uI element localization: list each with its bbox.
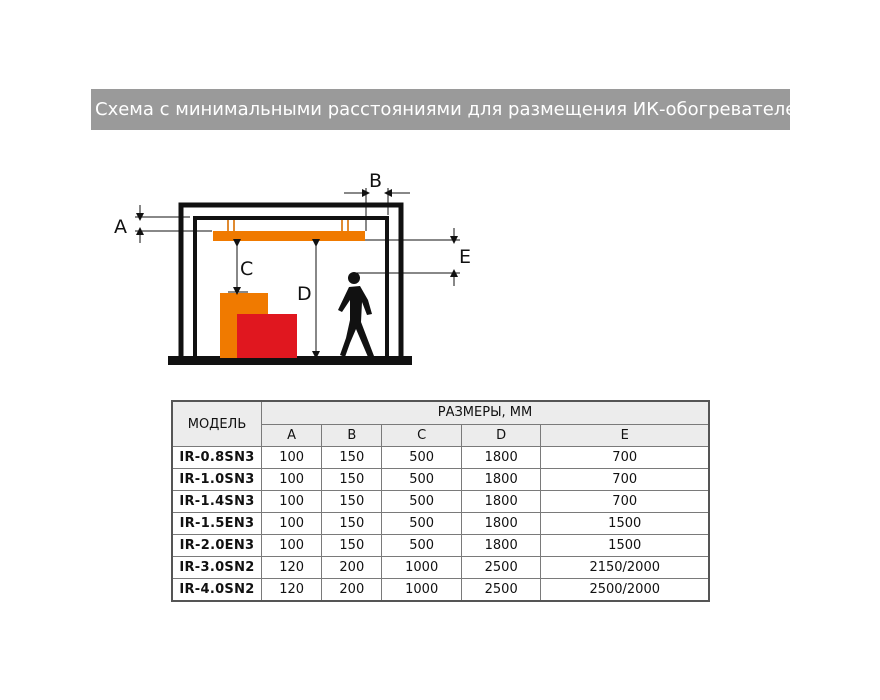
value-cell: 120 (262, 557, 322, 579)
value-cell: 100 (262, 513, 322, 535)
value-cell: 100 (262, 491, 322, 513)
model-cell: IR-2.0EN3 (172, 535, 262, 557)
col-a-header: A (262, 424, 322, 447)
value-cell: 500 (382, 535, 462, 557)
value-cell: 2500/2000 (541, 579, 709, 602)
value-cell: 700 (541, 469, 709, 491)
value-cell: 100 (262, 469, 322, 491)
col-d-header: D (461, 424, 541, 447)
value-cell: 1500 (541, 513, 709, 535)
value-cell: 2500 (461, 557, 541, 579)
label-c: C (240, 258, 254, 280)
model-cell: IR-3.0SN2 (172, 557, 262, 579)
value-cell: 200 (322, 557, 382, 579)
value-cell: 1800 (461, 491, 541, 513)
value-cell: 500 (382, 491, 462, 513)
value-cell: 700 (541, 491, 709, 513)
model-cell: IR-4.0SN2 (172, 579, 262, 602)
model-cell: IR-0.8SN3 (172, 447, 262, 469)
value-cell: 500 (382, 469, 462, 491)
table-row (172, 513, 709, 535)
value-cell: 100 (262, 535, 322, 557)
value-cell: 120 (262, 579, 322, 602)
col-b-header: B (322, 424, 382, 447)
value-cell: 1800 (461, 513, 541, 535)
dimension-a (135, 205, 212, 243)
box-red (237, 314, 297, 358)
model-cell: IR-1.4SN3 (172, 491, 262, 513)
heater-mounts (228, 220, 348, 232)
value-cell: 1800 (461, 447, 541, 469)
value-cell: 100 (262, 447, 322, 469)
value-cell: 200 (322, 579, 382, 602)
value-cell: 150 (322, 447, 382, 469)
label-d: D (297, 283, 312, 305)
col-c-header: C (382, 424, 462, 447)
value-cell: 1800 (461, 535, 541, 557)
value-cell: 150 (322, 535, 382, 557)
label-e: E (459, 246, 472, 268)
label-a: A (114, 216, 127, 238)
col-e-header: E (541, 424, 709, 447)
value-cell: 2150/2000 (541, 557, 709, 579)
table-row (172, 557, 709, 579)
model-cell: IR-1.5EN3 (172, 513, 262, 535)
table-row (172, 579, 709, 602)
model-cell: IR-1.0SN3 (172, 469, 262, 491)
value-cell: 2500 (461, 579, 541, 602)
value-cell: 1000 (382, 557, 462, 579)
value-cell: 1000 (382, 579, 462, 602)
value-cell: 1500 (541, 535, 709, 557)
model-header: МОДЕЛЬ (172, 401, 262, 447)
label-b: B (369, 170, 383, 192)
heater (213, 231, 365, 241)
table-row (172, 535, 709, 557)
page-title: Схема с минимальными расстояниями для размещения ИК-обогревателей (91, 89, 790, 130)
value-cell: 500 (382, 513, 462, 535)
sizes-header: РАЗМЕРЫ, ММ (262, 401, 710, 424)
value-cell: 700 (541, 447, 709, 469)
dimensions-table (171, 400, 710, 602)
table-row (172, 447, 709, 469)
value-cell: 150 (322, 491, 382, 513)
value-cell: 1800 (461, 469, 541, 491)
value-cell: 150 (322, 513, 382, 535)
value-cell: 150 (322, 469, 382, 491)
table-row (172, 491, 709, 513)
dimension-e (355, 228, 460, 286)
value-cell: 500 (382, 447, 462, 469)
table-row (172, 469, 709, 491)
person-icon (338, 272, 374, 357)
